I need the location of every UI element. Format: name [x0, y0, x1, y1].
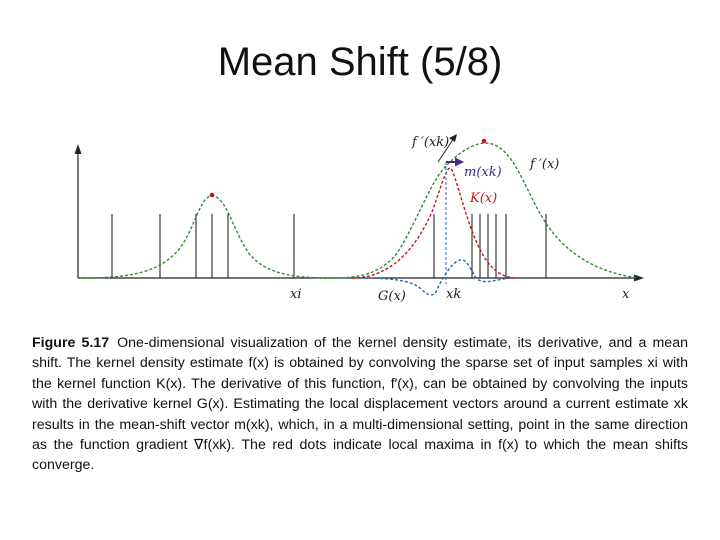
y-axis-arrow — [75, 144, 82, 154]
mean-shift-arrowhead — [455, 158, 464, 167]
label-f-prime-xk: f ′(xk) — [412, 135, 450, 150]
label-K-x: K(x) — [470, 191, 498, 206]
figure-caption — [32, 333, 688, 476]
input-samples — [112, 214, 546, 278]
label-x-i: xi — [290, 287, 302, 302]
figure-number: Figure 5.17 — [32, 335, 110, 351]
label-f-prime-x: f ′(x) — [530, 157, 560, 172]
label-m-xk: m(xk) — [464, 165, 502, 180]
slide-title: Mean Shift (5/8) — [217, 40, 503, 84]
label-x-k: xk — [446, 287, 462, 302]
tangent-arrowhead — [449, 134, 457, 142]
kernel-curve — [352, 168, 518, 278]
local-max-dot — [482, 139, 487, 144]
local-max-dot — [210, 193, 215, 198]
figure-canvas — [60, 128, 660, 308]
label-x: x — [622, 287, 630, 302]
label-G-x: G(x) — [378, 289, 406, 304]
kernel-density-figure — [60, 128, 660, 308]
caption-text: One-dimensional visualization of the kernel density estimate, its derivative, and a mean shift. The kernel density estimate f(x) is obtained by convolving the sparse set of input samples xi with the kernel function K(x). The derivative of this function, f′(x), can be obtained by convolving the inputs with the derivative kernel G(x). Estimating the local displacement vectors around a current estimate xk results in the mean-shift vector m(xk), which, in a multi-dimensional setting, point in the same direction as the function gradient ∇f(xk). The red dots indicate local maxima in f(x) to which the mean shifts converge. — [32, 335, 688, 474]
